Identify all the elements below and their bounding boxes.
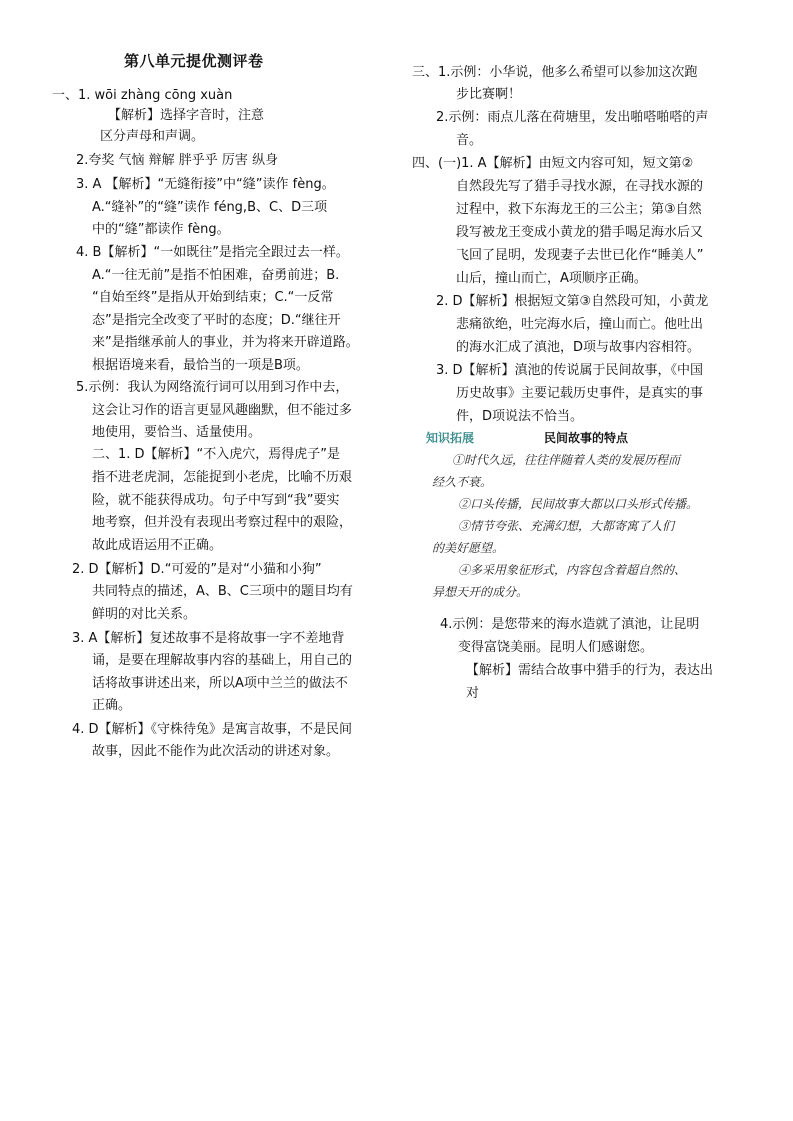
answer-line: 故此成语运用不正确。	[92, 538, 223, 553]
knowledge-heading: 民间故事的特点	[544, 431, 629, 445]
knowledge-item: 经久不衰。	[432, 475, 493, 489]
answer-line: 一、1. wōi zhàng cōng xuàn	[52, 88, 233, 103]
answer-line: 四、(一)1. A【解析】由短文内容可知，短文第②	[412, 156, 694, 171]
answer-line: 三、1.示例：小华说，他多么希望可以参加这次跑	[412, 65, 698, 80]
knowledge-tag: 知识拓展	[426, 431, 475, 445]
answer-line: 二、1. D【解析】“不入虎穴，焉得虎子”是	[92, 447, 341, 462]
answer-line: 2.示例：雨点儿落在荷塘里，发出啪嗒啪嗒的声	[436, 110, 709, 125]
knowledge-item: ①时代久远，往往伴随着人类的发展历程而	[452, 453, 681, 467]
answer-line: 件，D项说法不恰当。	[456, 409, 584, 424]
answer-line: 过程中，救下东海龙王的三公主；第③自然	[456, 202, 702, 217]
answer-line: 地使用，要恰当、适量使用。	[92, 425, 262, 440]
answer-line: 共同特点的描述，A、B、C三项中的题目均有	[92, 584, 353, 599]
answer-line: 这会让习作的语言更显风趣幽默，但不能过多	[92, 403, 353, 418]
answer-line: 险，就不能获得成功。句子中写到“我”要实	[92, 493, 340, 508]
answer-line: 3. A 【解析】“无缝衔接”中“缝”读作 fèng。	[76, 177, 335, 192]
knowledge-item: 异想天开的成分。	[432, 585, 529, 599]
answer-line: 话将故事讲述出来，所以A项中兰兰的做法不	[92, 676, 348, 691]
answer-line: 音。	[456, 133, 483, 148]
answer-line: 悲痛欲绝，吐完海水后，撞山而亡。他吐出	[456, 317, 704, 332]
answer-line: 段写被龙王变成小黄龙的猎手喝足海水后又	[456, 225, 704, 240]
knowledge-item: ③情节夸张、充满幻想，大都寄寓了人们	[458, 519, 675, 533]
knowledge-item: ④多采用象征形式，内容包含着超自然的、	[458, 563, 687, 577]
answer-line: 中的“缝”都读作 fèng。	[92, 222, 230, 237]
answer-line: 来”是指继承前人的事业，并为将来开辟道路。	[92, 335, 359, 350]
answer-line: 故事，因此不能作为此次活动的讲述对象。	[92, 744, 340, 759]
answer-line: 5.示例：我认为网络流行词可以用到习作中去，	[76, 380, 349, 395]
answer-line: 3. D【解析】滇池的传说属于民间故事，《中国	[436, 363, 704, 378]
answer-line: 地考察，但并没有表现出考察过程中的艰险，	[92, 515, 353, 530]
answer-line: 指不进老虎洞，怎能捉到小老虎，比喻不历艰	[92, 470, 353, 485]
answer-line: 【解析】需结合故事中猎手的行为，表达出	[466, 663, 714, 678]
answer-line: 3. A【解析】复述故事不是将故事一字不差地背	[72, 631, 345, 646]
page-title: 第八单元提优测评卷	[124, 52, 264, 70]
answer-line: 根据语境来看，最恰当的一项是B项。	[92, 358, 309, 373]
answer-line: 飞回了昆明，发现妻子去世已化作“睡美人”	[456, 248, 704, 263]
answer-line: 2. D【解析】根据短文第③自然段可知，小黄龙	[436, 294, 709, 309]
answer-line: 4.示例：是您带来的海水造就了滇池，让昆明	[440, 617, 700, 632]
answer-line: 4. D【解析】《守株待兔》是寓言故事，不是民间	[72, 722, 353, 737]
knowledge-item: ②口头传播，民间故事大都以口头形式传播。	[458, 497, 699, 511]
answer-line: 诵，是要在理解故事内容的基础上，用自己的	[92, 653, 353, 668]
answer-line: 的海水汇成了滇池，D项与故事内容相符。	[456, 340, 701, 355]
answer-line: 2. D【解析】D.“可爱的”是对“小猫和小狗”	[72, 562, 322, 577]
answer-line: 2.夸奖 气恼 辩解 胖乎乎 厉害 纵身	[76, 153, 279, 168]
answer-line: 山后，撞山而亡，A项顺序正确。	[456, 271, 647, 286]
answer-line: A.“一往无前”是指不怕困难，奋勇前进；B.	[92, 268, 340, 283]
answer-line: 步比赛啊！	[456, 87, 522, 102]
answer-line: A.“缝补”的“缝”读作 féng,B、C、D三项	[92, 200, 328, 215]
answer-line: 【解析】选择字音时，注意	[108, 108, 265, 123]
answer-line: “自始至终”是指从开始到结束；C.“一反常	[92, 290, 334, 305]
answer-line: 4. B【解析】“一如既往”是指完全跟过去一样。	[76, 245, 349, 260]
answer-line: 对	[466, 686, 480, 701]
knowledge-item: 的美好愿望。	[432, 541, 505, 555]
answer-line: 鲜明的对比关系。	[92, 607, 197, 622]
answer-line: 态”是指完全改变了平时的态度；D.“继往开	[92, 313, 341, 328]
answer-line: 正确。	[92, 698, 132, 713]
answer-line: 变得富饶美丽。昆明人们感谢您。	[458, 640, 654, 655]
answer-line: 自然段先写了猎手寻找水源，在寻找水源的	[456, 179, 704, 194]
answer-line: 历史故事》主要记载历史事件，是真实的事	[456, 386, 704, 401]
answer-line: 区分声母和声调。	[100, 129, 205, 144]
